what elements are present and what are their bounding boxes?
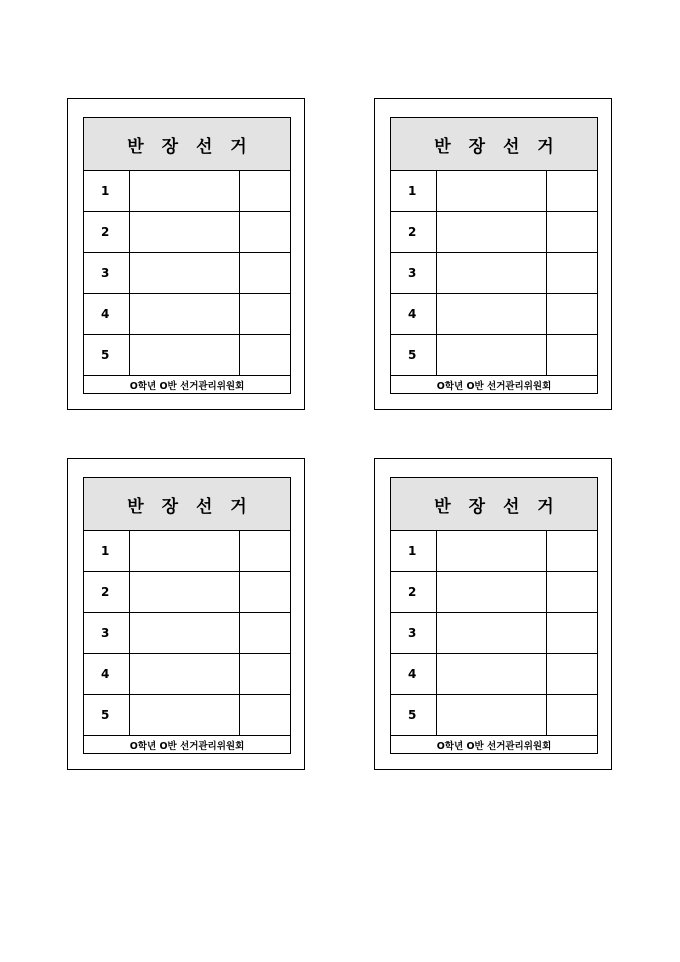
- vote-mark-cell[interactable]: [547, 294, 597, 334]
- candidate-name-cell: [130, 572, 240, 612]
- vote-mark-cell[interactable]: [240, 695, 290, 735]
- candidate-row: [84, 572, 290, 613]
- candidate-number: 2: [391, 212, 437, 252]
- vote-mark-cell[interactable]: [240, 613, 290, 653]
- vote-mark-cell[interactable]: [547, 212, 597, 252]
- ballot-card: [67, 98, 305, 410]
- candidate-name-cell: [130, 335, 240, 375]
- ballot-table: [83, 117, 291, 394]
- candidate-number: 1: [391, 171, 437, 211]
- candidate-number: 1: [391, 531, 437, 571]
- ballot-table: [390, 117, 598, 394]
- candidate-row: [84, 335, 290, 376]
- candidate-row: [84, 531, 290, 572]
- candidate-name-cell: [130, 654, 240, 694]
- ballot-footer: O학년 O반 선거관리위원회: [436, 741, 552, 752]
- candidate-row: [84, 212, 290, 253]
- candidate-number: 1: [84, 531, 130, 571]
- vote-mark-cell[interactable]: [547, 613, 597, 653]
- candidate-number: 4: [84, 294, 130, 334]
- vote-mark-cell[interactable]: [547, 695, 597, 735]
- candidate-number: 5: [391, 695, 437, 735]
- candidate-number: 3: [391, 613, 437, 653]
- candidate-name-cell: [437, 531, 547, 571]
- candidate-number: 4: [84, 654, 130, 694]
- vote-mark-cell[interactable]: [240, 294, 290, 334]
- candidate-number: 1: [84, 171, 130, 211]
- candidate-row: [391, 212, 597, 253]
- vote-mark-cell[interactable]: [240, 654, 290, 694]
- candidate-number: 4: [391, 654, 437, 694]
- vote-mark-cell[interactable]: [547, 171, 597, 211]
- candidate-name-cell: [437, 654, 547, 694]
- candidate-row: [391, 572, 597, 613]
- ballot-title-cell: [84, 118, 290, 171]
- candidate-number: 3: [84, 613, 130, 653]
- ballot-table: [390, 477, 598, 754]
- ballot-card: [374, 98, 612, 410]
- ballot-title: 반 장 선 거: [434, 136, 560, 157]
- candidate-row: [391, 531, 597, 572]
- candidate-row: [391, 171, 597, 212]
- candidate-name-cell: [437, 294, 547, 334]
- candidate-row: [391, 294, 597, 335]
- vote-mark-cell[interactable]: [240, 212, 290, 252]
- vote-mark-cell[interactable]: [547, 572, 597, 612]
- ballot-card: [374, 458, 612, 770]
- ballot-footer: O학년 O반 선거관리위원회: [436, 381, 552, 392]
- candidate-number: 5: [84, 335, 130, 375]
- candidate-name-cell: [437, 695, 547, 735]
- candidate-name-cell: [437, 171, 547, 211]
- candidate-row: [391, 253, 597, 294]
- vote-mark-cell[interactable]: [240, 171, 290, 211]
- ballot-title-cell: [391, 118, 597, 171]
- candidate-number: 3: [391, 253, 437, 293]
- candidate-number: 2: [391, 572, 437, 612]
- candidate-row: [84, 695, 290, 736]
- candidate-name-cell: [437, 335, 547, 375]
- candidate-row: [391, 654, 597, 695]
- candidate-name-cell: [130, 253, 240, 293]
- candidate-number: 2: [84, 212, 130, 252]
- vote-mark-cell[interactable]: [547, 335, 597, 375]
- candidate-number: 4: [391, 294, 437, 334]
- ballot-title: 반 장 선 거: [434, 496, 560, 517]
- candidate-name-cell: [130, 212, 240, 252]
- candidate-name-cell: [437, 572, 547, 612]
- candidate-number: 5: [391, 335, 437, 375]
- candidate-name-cell: [130, 695, 240, 735]
- ballot-title: 반 장 선 거: [127, 496, 253, 517]
- candidate-row: [391, 695, 597, 736]
- candidate-name-cell: [437, 253, 547, 293]
- vote-mark-cell[interactable]: [240, 531, 290, 571]
- ballot-footer: O학년 O반 선거관리위원회: [129, 741, 245, 752]
- vote-mark-cell[interactable]: [240, 335, 290, 375]
- candidate-name-cell: [130, 171, 240, 211]
- candidate-number: 5: [84, 695, 130, 735]
- candidate-row: [84, 253, 290, 294]
- candidate-number: 2: [84, 572, 130, 612]
- ballot-table: [83, 477, 291, 754]
- candidate-row: [84, 171, 290, 212]
- ballot-card: [67, 458, 305, 770]
- candidate-row: [84, 613, 290, 654]
- vote-mark-cell[interactable]: [240, 253, 290, 293]
- ballot-title-cell: [391, 478, 597, 531]
- candidate-row: [391, 335, 597, 376]
- ballot-footer: O학년 O반 선거관리위원회: [129, 381, 245, 392]
- ballot-title-cell: [84, 478, 290, 531]
- candidate-number: 3: [84, 253, 130, 293]
- candidate-name-cell: [437, 613, 547, 653]
- ballot-title: 반 장 선 거: [127, 136, 253, 157]
- candidate-name-cell: [437, 212, 547, 252]
- candidate-name-cell: [130, 613, 240, 653]
- vote-mark-cell[interactable]: [547, 654, 597, 694]
- vote-mark-cell[interactable]: [547, 531, 597, 571]
- candidate-row: [84, 654, 290, 695]
- candidate-row: [391, 613, 597, 654]
- vote-mark-cell[interactable]: [240, 572, 290, 612]
- vote-mark-cell[interactable]: [547, 253, 597, 293]
- candidate-name-cell: [130, 531, 240, 571]
- candidate-name-cell: [130, 294, 240, 334]
- candidate-row: [84, 294, 290, 335]
